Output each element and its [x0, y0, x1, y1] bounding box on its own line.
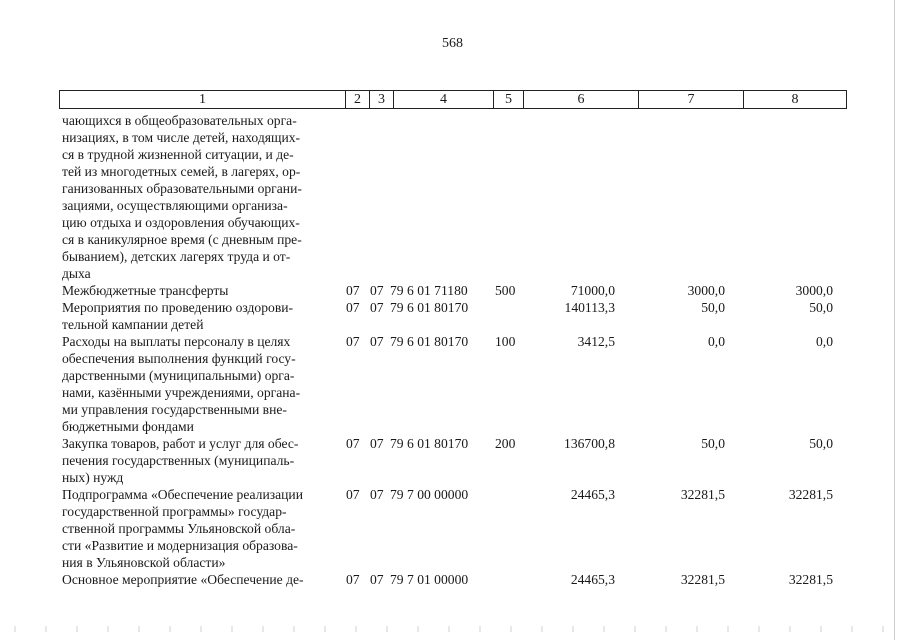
subsection-code: 07 — [370, 487, 384, 502]
description-line: печения государственных (муниципаль- — [62, 453, 295, 468]
table-row — [62, 435, 852, 486]
description-line: Подпрограмма «Обеспечение реализации — [62, 487, 303, 502]
section-code: 07 — [346, 300, 360, 315]
column-header-cell: 2 — [346, 91, 370, 109]
column-header-cell: 1 — [60, 91, 346, 109]
table-row — [62, 486, 852, 571]
row-description — [62, 571, 340, 588]
amount-col-6: 3412,5 — [577, 334, 615, 349]
budget-table-body — [62, 112, 852, 588]
description-line: сти «Развитие и модернизация образова- — [62, 538, 298, 553]
amount-col-8: 32281,5 — [788, 572, 833, 587]
description-line: ми управления государственными вне- — [62, 402, 287, 417]
scan-noise — [0, 626, 905, 632]
description-line: ся в трудной жизненной ситуации, и де- — [62, 147, 294, 162]
row-description — [62, 299, 340, 333]
expense-type-code: 500 — [495, 283, 516, 298]
description-line: низациях, в том числе детей, находящих- — [62, 130, 301, 145]
description-line: государственной программы» государ- — [62, 504, 287, 519]
amount-col-7: 32281,5 — [680, 572, 725, 587]
amount-col-6: 24465,3 — [570, 487, 615, 502]
description-line: Мероприятия по проведению оздорови- — [62, 300, 294, 315]
column-header-cell: 4 — [394, 91, 494, 109]
target-article-code: 79 6 01 80170 — [390, 334, 469, 349]
subsection-code: 07 — [370, 283, 384, 298]
description-line: Закупка товаров, работ и услуг для обес- — [62, 436, 299, 451]
description-line: ных) нужд — [62, 470, 124, 485]
section-code: 07 — [346, 572, 360, 587]
amount-col-7: 0,0 — [708, 334, 725, 349]
column-header-table — [59, 90, 847, 109]
column-header-cell: 8 — [744, 91, 847, 109]
page-edge-line — [894, 0, 895, 640]
subsection-code: 07 — [370, 334, 384, 349]
row-description — [62, 282, 340, 299]
description-line: ся в каникулярное время (с дневным пре- — [62, 232, 302, 247]
column-header-row — [60, 91, 847, 109]
subsection-code: 07 — [370, 572, 384, 587]
amount-col-8: 0,0 — [816, 334, 833, 349]
table-row — [62, 282, 852, 299]
table-row — [62, 571, 852, 588]
description-line: дарственными (муниципальными) орга- — [62, 368, 295, 383]
section-code: 07 — [346, 487, 360, 502]
column-header-cell: 6 — [524, 91, 639, 109]
description-line: быванием), детских лагерях труда и от- — [62, 249, 291, 264]
table-row — [62, 112, 852, 282]
row-description — [62, 112, 340, 282]
description-line: ственной программы Ульяновской обла- — [62, 521, 296, 536]
section-code: 07 — [346, 334, 360, 349]
table-row — [62, 333, 852, 435]
description-line: цию отдыха и оздоровления обучающих- — [62, 215, 300, 230]
amount-col-7: 3000,0 — [687, 283, 725, 298]
column-header-cell: 3 — [370, 91, 394, 109]
target-article-code: 79 6 01 71180 — [390, 283, 468, 298]
subsection-code: 07 — [370, 300, 384, 315]
row-description — [62, 333, 340, 435]
column-header-cell: 5 — [494, 91, 524, 109]
amount-col-8: 50,0 — [809, 436, 833, 451]
description-line: бюджетными фондами — [62, 419, 194, 434]
description-line: Основное мероприятие «Обеспечение де- — [62, 572, 304, 587]
section-code: 07 — [346, 283, 360, 298]
table-row — [62, 299, 852, 333]
target-article-code: 79 7 01 00000 — [390, 572, 469, 587]
amount-col-7: 50,0 — [701, 436, 725, 451]
row-description — [62, 486, 340, 571]
description-line: зациями, осуществляющими организа- — [62, 198, 288, 213]
description-line: чающихся в общеобразовательных орга- — [62, 113, 297, 128]
description-line: ганизованных образовательными органи- — [62, 181, 302, 196]
target-article-code: 79 7 00 00000 — [390, 487, 469, 502]
row-description — [62, 435, 340, 486]
amount-col-8: 32281,5 — [788, 487, 833, 502]
description-line: Расходы на выплаты персоналу в целях — [62, 334, 291, 349]
expense-type-code: 200 — [495, 436, 516, 451]
amount-col-8: 3000,0 — [795, 283, 833, 298]
amount-col-8: 50,0 — [809, 300, 833, 315]
description-line: тей из многодетных семей, в лагерях, ор- — [62, 164, 301, 179]
amount-col-6: 24465,3 — [570, 572, 615, 587]
amount-col-6: 136700,8 — [564, 436, 615, 451]
subsection-code: 07 — [370, 436, 384, 451]
expense-type-code: 100 — [495, 334, 516, 349]
description-line: тельной кампании детей — [62, 317, 204, 332]
target-article-code: 79 6 01 80170 — [390, 300, 469, 315]
amount-col-6: 71000,0 — [570, 283, 615, 298]
description-line: нами, казёнными учреждениями, органа- — [62, 385, 301, 400]
description-line: дыха — [62, 266, 91, 281]
amount-col-7: 32281,5 — [680, 487, 725, 502]
amount-col-6: 140113,3 — [564, 300, 615, 315]
description-line: Межбюджетные трансферты — [62, 283, 229, 298]
column-header-cell: 7 — [639, 91, 744, 109]
target-article-code: 79 6 01 80170 — [390, 436, 469, 451]
amount-col-7: 50,0 — [701, 300, 725, 315]
section-code: 07 — [346, 436, 360, 451]
description-line: обеспечения выполнения функций госу- — [62, 351, 296, 366]
description-line: ния в Ульяновской области» — [62, 555, 226, 570]
page-number: 568 — [442, 36, 463, 51]
